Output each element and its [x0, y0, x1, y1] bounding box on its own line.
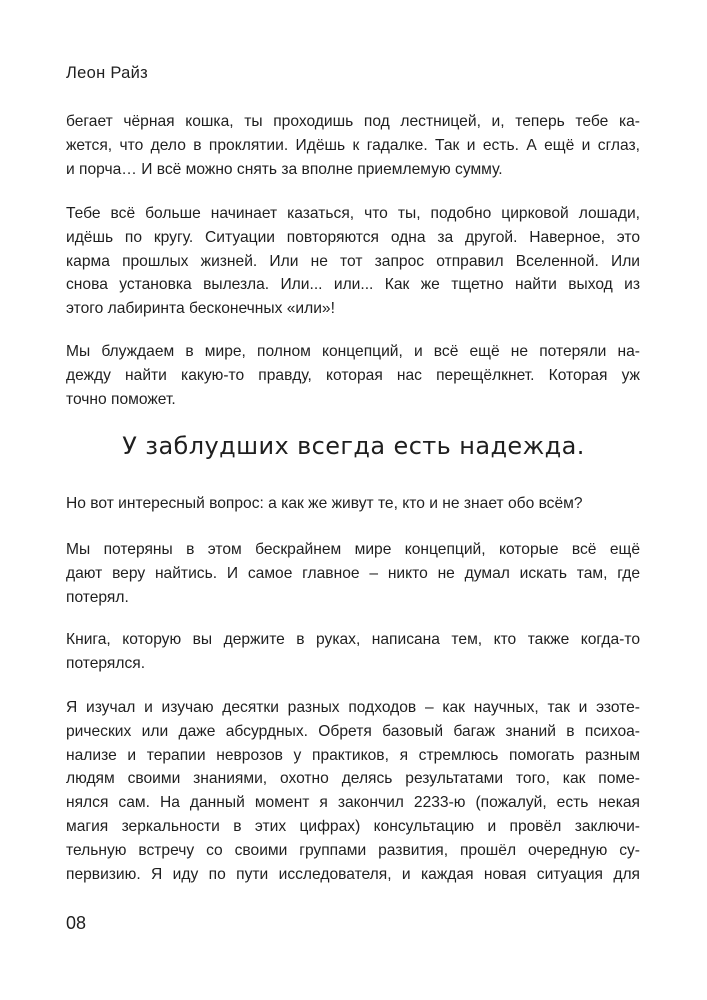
text-line: снова установка вылезла. Или... или... Как же тщетно найти выход из	[66, 276, 640, 294]
paragraph-5	[66, 538, 640, 609]
paragraph-4	[66, 492, 640, 516]
text-line: точно поможет.	[66, 390, 176, 408]
text-line: нялся сам. На данный момент я закончил 2233-ю (пожалуй, есть некая	[66, 794, 640, 812]
text-line: дают веру найтись. И самое главное – никто не думал искать там, где	[66, 564, 640, 582]
text-line: рических или даже абсурдных. Обретя базовый багаж знаний в психоа-	[66, 722, 640, 740]
text-line: потерялся.	[66, 654, 146, 672]
text-line: дежду найти какую-то правду, которая нас перещёлкнет. Которая уж	[66, 366, 640, 384]
running-header-author: Леон Райз	[66, 64, 148, 82]
section-heading: У заблудших всегда есть надежда.	[122, 432, 585, 460]
text-line: Мы блуждаем в мире, полном концепций, и всё ещё не потеряли на-	[66, 343, 640, 360]
text-line: жется, что дело в проклятии. Идёшь к гадалке. Так и есть. А ещё и сглаз,	[66, 136, 640, 154]
text-line: тельную встречу со своими группами развития, прошёл очередную су-	[66, 841, 640, 859]
text-line: бегает чёрная кошка, ты проходишь под лестницей, и, теперь тебе ка-	[66, 113, 640, 130]
paragraph-3	[66, 340, 640, 411]
text-line: и порча… И всё можно снять за вполне приемлемую сумму.	[66, 160, 503, 178]
text-line: Тебе всё больше начинает казаться, что ты, подобно цирковой лошади,	[66, 205, 640, 222]
text-line: магия зеркальности в этих цифрах) консультацию и провёл заключи-	[66, 817, 640, 835]
paragraph-1	[66, 110, 640, 181]
text-line: Я изучал и изучаю десятки разных подходов – как научных, так и эзоте-	[66, 699, 640, 716]
text-line: Но вот интересный вопрос: а как же живут те, кто и не знает обо всём?	[66, 495, 583, 512]
text-line: карма прошлых жизней. Или не тот запрос отправил Вселенной. Или	[66, 252, 640, 270]
page-number: 08	[66, 913, 87, 933]
text-line: Мы потеряны в этом бескрайнем мире концепций, которые всё ещё	[66, 541, 640, 558]
paragraph-7	[66, 696, 640, 886]
text-line: первизию. Я иду по пути исследователя, и каждая новая ситуация для	[66, 865, 640, 883]
text-line: идёшь по кругу. Ситуации повторяются одна за другой. Наверное, это	[66, 228, 640, 246]
text-line: этого лабиринта бесконечных «или»!	[66, 300, 335, 318]
text-line: Книга, которую вы держите в руках, написана тем, кто также когда-то	[66, 631, 640, 648]
paragraph-6	[66, 628, 640, 676]
paragraph-2	[66, 202, 640, 321]
text-line: потерял.	[66, 588, 129, 606]
text-line: людям своими знаниями, охотно делясь результатами того, как поме-	[66, 770, 640, 788]
text-line: нализе и терапии неврозов у практиков, я стремлюсь помогать разным	[66, 746, 640, 764]
